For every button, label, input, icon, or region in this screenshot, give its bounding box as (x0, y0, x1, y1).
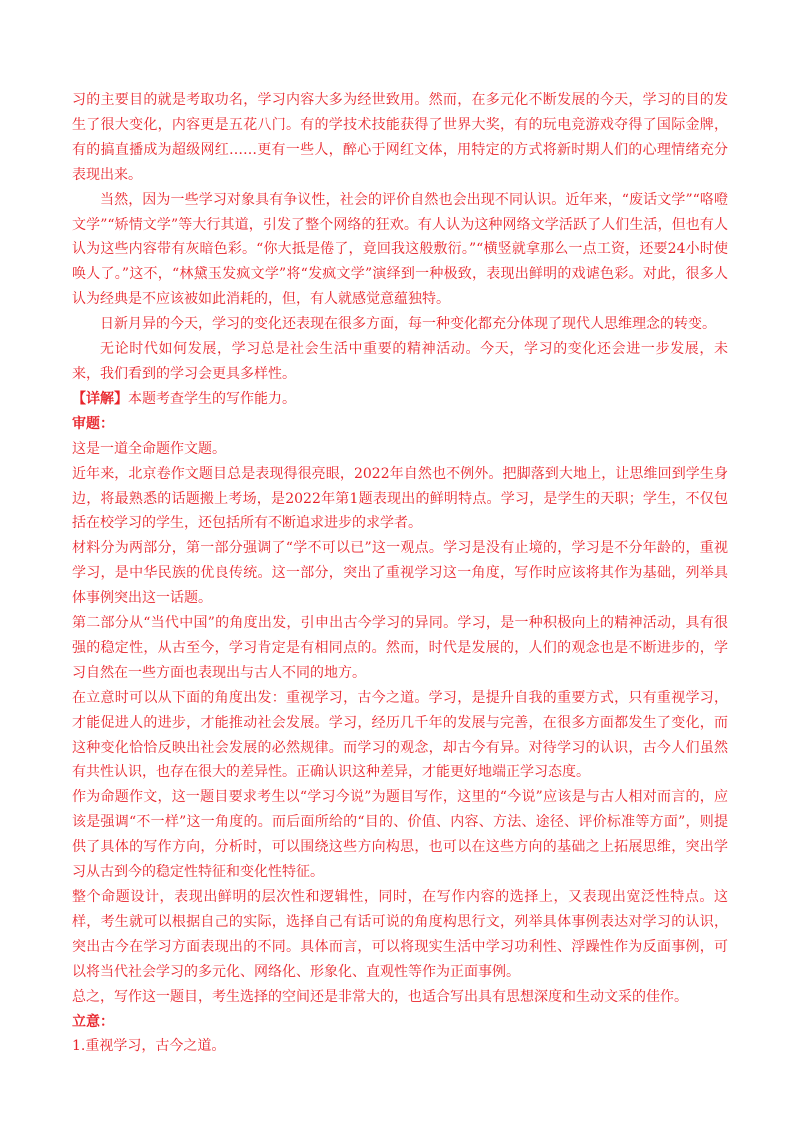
shenti-paragraph: 这是一道全命题作文题。 (72, 440, 226, 457)
detail-text: 本题考查学生的写作能力。 (128, 390, 296, 407)
essay-paragraph: 当然，因为一些学习对象具有争议性，社会的评价自然也会出现不同认识。近年来，“废话文学”“咯噔文学”“矫情文学”等大行其道，引发了整个网络的狂欢。有人认为这种网络文学活跃了人们生活，但也有人认为这些内容带有灰暗色彩。“你大抵是倦了，竟回我这般敷衍。”“横竖就拿那么一点工资，还要24小时使唤人了。”这不，“林黛玉发疯文学”将“发疯文学”演绎到一种极致，表现出鲜明的戏谑色彩。对此，很多人认为经典是不应该被如此消耗的，但，有人就感觉意蕴独特。 (72, 191, 728, 308)
detail-line (72, 387, 728, 412)
liyi-heading: 立意： (72, 1013, 114, 1030)
detail-label: 【详解】 (72, 390, 128, 407)
shenti-paragraph: 近年来，北京卷作文题目总是表现得很亮眼，2022年自然也不例外。把脚落到大地上，让思维回到学生身边，将最熟悉的话题搬上考场，是2022年第1题表现出的鲜明特点。学习，是学生的天职；学生，不仅包括在校学习的学生，还包括所有不断追求进步的求学者。 (72, 465, 728, 532)
shenti-heading: 审题： (72, 415, 114, 432)
shenti-paragraph: 作为命题作文，这一题目要求考生以“学习今说”为题目写作，这里的“今说”应该是与古人相对而言的，应该是强调“不一样”这一角度的。而后面所给的“目的、价值、内容、方法、途径、评价标准等方面”，则提供了具体的写作方向，分析时，可以围绕这些方向构思，也可以在这些方向的基础之上拓展思维，突出学习从古到今的稳定性特征和变化性特征。 (72, 789, 728, 881)
shenti-paragraph: 第二部分从“当代中国”的角度出发，引申出古今学习的异同。学习，是一种积极向上的精神活动，具有很强的稳定性，从古至今，学习肯定是有相同点的。然而，时代是发展的，人们的观念也是不断进步的，学习自然在一些方面也表现出与古人不同的地方。 (72, 615, 728, 681)
liyi-item: 1.重视学习，古今之道。 (72, 1038, 226, 1055)
shenti-paragraph: 材料分为两部分，第一部分强调了“学不可以已”这一观点。学习是没有止境的，学习是不分年龄的，重视学习，是中华民族的优良传统。这一部分，突出了重视学习这一角度，写作时应该将其作为基础，列举具体事例突出这一话题。 (72, 540, 728, 607)
essay-paragraph: 习的主要目的就是考取功名，学习内容大多为经世致用。然而，在多元化不断发展的今天，学习的目的发生了很大变化，内容更是五花八门。有的学技术技能获得了世界大奖，有的玩电竞游戏夺得了国际金牌，有的搞直播成为超级网红……更有一些人，醉心于网红文体，用特定的方式将新时期人们的心理情绪充分表现出来。 (72, 92, 728, 183)
essay-paragraph: 日新月异的今天，学习的变化还表现在很多方面，每一种变化都充分体现了现代人思维理念的转变。 (100, 316, 716, 333)
shenti-paragraph: 整个命题设计，表现出鲜明的层次性和逻辑性，同时，在写作内容的选择上，又表现出宽泛性特点。这样，考生就可以根据自己的实际，选择自己有话可说的角度构思行文，列举具体事例表达对学习的认识，突出古今在学习方面表现出的不同。具体而言，可以将现实生活中学习功利性、浮躁性作为反面事例，可以将当代社会学习的多元化、网络化、形象化、直观性等作为正面事例。 (72, 889, 728, 980)
shenti-paragraph: 总之，写作这一题目，考生选择的空间还是非常大的，也适合写出具有思想深度和生动文采的佳作。 (72, 988, 688, 1005)
shenti-paragraph: 在立意时可以从下面的角度出发：重视学习，古今之道。学习，是提升自我的重要方式，只有重视学习，才能促进人的进步，才能推动社会发展。学习，经历几千年的发展与完善，在很多方面都发生了变化，而这种变化恰恰反映出社会发展的必然规律。而学习的观念，却古今有异。对待学习的认识，古今人们虽然有共性认识，也存在很大的差异性。正确认识这种差异，才能更好地端正学习态度。 (72, 689, 728, 781)
essay-paragraph: 无论时代如何发展，学习总是社会生活中重要的精神活动。今天，学习的变化还会进一步发展，未来，我们看到的学习会更具多样性。 (72, 341, 728, 382)
